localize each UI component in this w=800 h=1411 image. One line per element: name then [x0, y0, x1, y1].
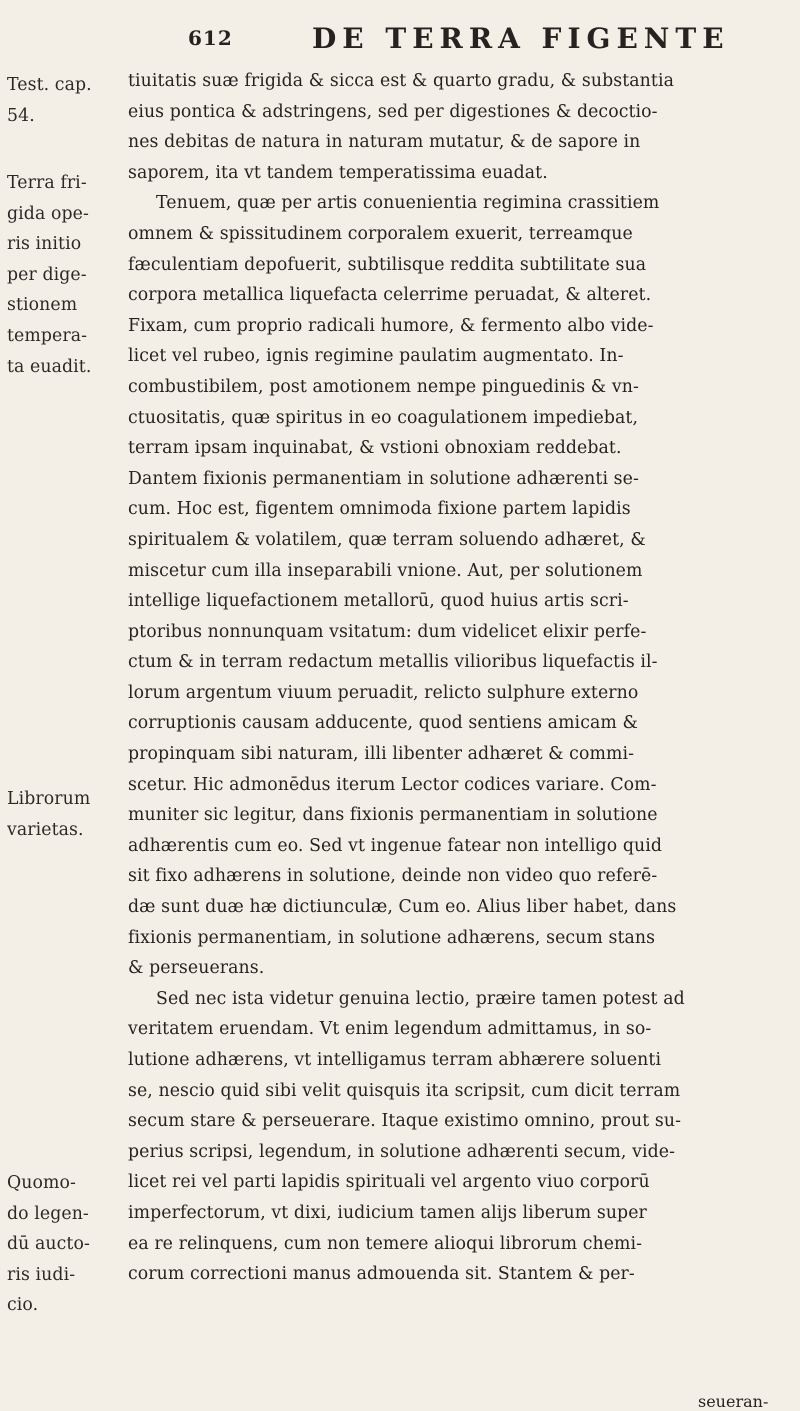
- text-line: scetur. Hic admonēdus iterum Lector codices variare. Com-: [128, 774, 657, 795]
- text-line: Tenuem, quæ per artis conuenientia regimina crassitiem: [156, 193, 660, 214]
- text-line: omnem & spissitudinem corporalem exuerit, terreamque: [128, 223, 633, 244]
- text-line: secum stare & perseuerare. Itaque existimo omnino, prout su-: [128, 1111, 682, 1132]
- text-line: Fixam, cum proprio radicali humore, & fermento albo vide-: [128, 315, 654, 336]
- text-line: ctum & in terram redactum metallis vilioribus liquefactis il-: [128, 652, 658, 673]
- margin-note-line: dū aucto-: [7, 1234, 90, 1255]
- text-line: intellige liquefactionem metallorū, quod huius artis scri-: [128, 591, 629, 612]
- text-line: corum correctioni manus admouenda sit. Stantem & per-: [128, 1264, 635, 1285]
- text-line: tiuitatis suæ frigida & sicca est & quarto gradu, & substantia: [128, 71, 674, 91]
- body-text: [128, 66, 792, 1290]
- text-line: lutione adhærens, vt intelligamus terram abhærere soluenti: [128, 1050, 662, 1070]
- text-line: & perseuerans.: [128, 958, 265, 979]
- text-line: veritatem eruendam. Vt enim legendum admittamus, in so-: [128, 1019, 652, 1040]
- margin-note-line: 54.: [7, 105, 35, 126]
- text-line: fæculentiam depofuerit, subtilisque reddita subtilitate sua: [128, 254, 647, 275]
- margin-note-line: Terra fri-: [7, 173, 87, 193]
- text-line: fixionis permanentiam, in solutione adhærens, secum stans: [128, 927, 656, 948]
- page-header: [0, 22, 800, 62]
- text-line: saporem, ita vt tandem temperatissima euadat.: [128, 162, 548, 183]
- text-line: propinquam sibi naturam, illi libenter adhæret & commi-: [128, 744, 635, 765]
- text-line: ea re relinquens, cum non temere alioqui librorum chemi-: [128, 1233, 643, 1254]
- margin-note-line: stionem: [7, 295, 78, 316]
- text-line: Sed nec ista videtur genuina lectio, præire tamen potest ad: [156, 988, 685, 1009]
- margin-note-line: cio.: [7, 1295, 39, 1316]
- margin-note-line: Quomo-: [7, 1173, 76, 1193]
- catchword: seueran-: [698, 1392, 769, 1411]
- margin-note-citation: [7, 70, 119, 131]
- text-line: ctuositatis, quæ spiritus in eo coagulationem impediebat,: [128, 407, 639, 428]
- text-line: licet vel rubeo, ignis regimine paulatim augmentato. In-: [128, 346, 624, 367]
- margin-note-line: ris iudi-: [7, 1264, 76, 1285]
- text-line: Dantem fixionis permanentiam in solutione adhærenti se-: [128, 468, 639, 489]
- text-line: licet rei vel parti lapidis spirituali vel argento viuo corporū: [128, 1172, 650, 1193]
- text-line: eius pontica & adstringens, sed per digestiones & decoctio-: [128, 101, 658, 122]
- margin-note-line: ris initio: [7, 234, 82, 255]
- margin-note-librorum-varietas: [7, 784, 119, 845]
- text-line: corruptionis causam adducente, quod sentiens amicam &: [128, 713, 638, 734]
- margin-note-line: varietas.: [7, 819, 84, 840]
- text-line: se, nescio quid sibi velit quisquis ita scripsit, cum dicit terram: [128, 1080, 681, 1101]
- margin-note-terra-frigida: [7, 168, 119, 382]
- margin-note-line: gida ope-: [7, 203, 89, 224]
- text-line: adhærentis cum eo. Sed vt ingenue fatear non intelligo quid: [128, 835, 663, 856]
- text-line: lorum argentum viuum peruadit, relicto sulphure externo: [128, 682, 639, 703]
- margin-note-line: per dige-: [7, 264, 87, 285]
- margin-notes: [0, 0, 120, 1410]
- margin-note-line: Librorum: [7, 789, 91, 809]
- text-line: sit fixo adhærens in solutione, deinde non video quo referē-: [128, 866, 658, 887]
- page-number: 612: [188, 26, 233, 50]
- text-line: spiritualem & volatilem, quæ terram soluendo adhæret, &: [128, 529, 646, 550]
- text-line: combustibilem, post amotionem nempe pinguedinis & vn-: [128, 376, 639, 397]
- margin-note-line: tempera-: [7, 325, 88, 346]
- text-line: imperfectorum, vt dixi, iudicium tamen alijs liberum super: [128, 1202, 647, 1223]
- margin-note-line: do legen-: [7, 1203, 89, 1224]
- text-line: cum. Hoc est, figentem omnimoda fixione partem lapidis: [128, 499, 631, 520]
- text-line: dæ sunt duæ hæ dictiunculæ, Cum eo. Alius liber habet, dans: [128, 897, 677, 918]
- text-line: nes debitas de natura in naturam mutatur, & de sapore in: [128, 132, 641, 153]
- margin-note-quomodo: [7, 1168, 119, 1321]
- text-line: muniter sic legitur, dans fixionis permanentiam in solutione: [128, 805, 658, 826]
- text-line: miscetur cum illa inseparabili vnione. Aut, per solutionem: [128, 560, 643, 581]
- text-line: terram ipsam inquinabat, & vstioni obnoxiam reddebat.: [128, 438, 622, 459]
- margin-note-line: Test. cap.: [7, 75, 92, 95]
- text-line: perius scripsi, legendum, in solutione adhærenti secum, vide-: [128, 1141, 676, 1162]
- text-line: corpora metallica liquefacta celerrime peruadat, & alteret.: [128, 285, 652, 306]
- running-title: DE TERRA FIGENTE: [312, 22, 730, 55]
- text-line: ptoribus nonnunquam vsitatum: dum videlicet elixir perfe-: [128, 621, 647, 642]
- margin-note-line: ta euadit.: [7, 356, 92, 377]
